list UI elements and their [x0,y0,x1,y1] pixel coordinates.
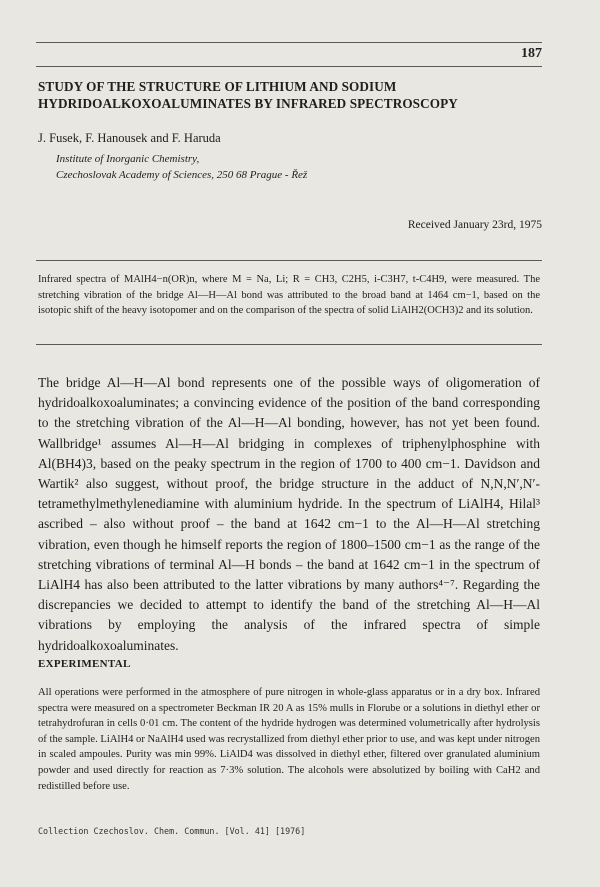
abstract: Infrared spectra of MAlH4−n(OR)n, where M = Na, Li; R = CH3, C2H5, i-C3H7, t-C4H9, were measured. The stretching vibration of the bridge Al—H—Al bond was attributed to the broad band at 1464 cm−1, based on the isotopic shift of the heavy isotopomer and on the comparison of the spectra of solid LiAlH2(OCH3)2 and its solution. [38,274,540,317]
header-rule-bottom [36,66,542,67]
body-text [38,373,540,656]
header-rule-top [36,42,542,43]
abstract-rule-top [36,260,542,261]
affiliation [56,151,307,183]
page-number: 187 [521,46,542,61]
journal-footer: Collection Czechoslov. Chem. Commun. [Vol. 41] [1976] [38,826,306,836]
experimental-text [38,685,540,794]
affiliation-line: Institute of Inorganic Chemistry, [56,153,200,165]
body-paragraph: The bridge Al—H—Al bond represents one of the possible ways of oligomeration of hydridoalkoxoaluminates; a convincing evidence of the position of the band corresponding to the stretching vibration of the Al—H—Al bonding, however, has not yet been found. Wallbridge¹ assumes Al—H—Al bridging in complexes of triphenylphosphine with Al(BH4)3, based on the peaky spectrum in the region of 1700 to 400 cm−1. Davidson and Wartik² also suggest, without proof, the bridge structure in the adduct of N,N,N′,N′-tetramethylmethylenediamine with aluminium hydride. In the spectrum of LiAlH4, Hilal³ ascribed – also without proof – the band at 1642 cm−1 to the Al—H—Al stretching vibration, even though he himself reports the region of 1800–1500 cm−1 as the range of the stretching vibrations of terminal Al—H bonds – the band at 1642 cm−1 in the spectrum of LiAlH4 has also been attributed to the latter vibrations by many authors⁴⁻⁷. Regarding the discrepancies we decided to attempt to identify the band of the stretching Al—H—Al vibrations by employing the analysis of the infrared spectra of simple hydridoalkoxoaluminates. [38,375,540,653]
received-date: Received January 23rd, 1975 [407,219,542,231]
abstract-rule-bottom [36,344,542,345]
experimental-paragraph: All operations were performed in the atmosphere of pure nitrogen in whole-glass apparatus or in a dry box. Infrared spectra were measured on a spectrometer Beckman IR 20 A as 15% mulls in Florube or a solutions in diethyl ether or tetrahydrofuran in cells 0·01 cm. The content of the hydride hydrogen was determined volumetrically after hydrolysis of the sample. LiAlH4 or NaAlH4 used was recrystallized from diethyl ether prior to use, and was kept under nitrogen in scaled ampoules. Purity was min 99%. LiAlD4 was dissolved in diethyl ether, filtered over granulated aluminium powder and used directly for reaction as 7·3% solution. The alcohols were absolutized by boiling with CaH2 and redistilled before use. [38,687,540,792]
article-title: STUDY OF THE STRUCTURE OF LITHIUM AND SODIUM HYDRIDOALKOXOALUMINATES BY INFRARED SPECTROSCOPY [38,79,458,111]
authors: J. Fusek, F. Hanousek and F. Haruda [38,131,221,145]
affiliation-line: Czechoslovak Academy of Sciences, 250 68 Prague - Řež [56,169,308,181]
section-heading: EXPERIMENTAL [38,658,131,670]
